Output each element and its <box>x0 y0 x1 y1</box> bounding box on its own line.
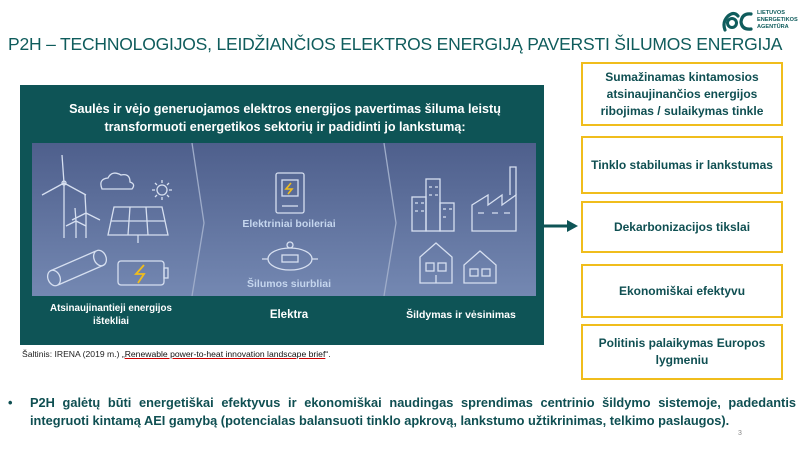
agency-logo <box>722 8 800 38</box>
bullet-text: P2H galėtų būti energetiškai efektyvus ir ekonomiškai naudingas sprendimas centrinio šildymo sistemoje, padedantis integruoti kintamą AEI gamybą (potencialas balansuoti tinklo apkrovą, lankstumo užtikrinimas, telkimo paslaugos). <box>30 395 796 428</box>
logo-line: AGENTŪRA <box>757 24 789 30</box>
electricity-label: Elektra <box>269 309 309 321</box>
renewables-label: Atsinaujinantieji energijos ištekliai <box>50 303 172 327</box>
electric-boilers-label: Elektriniai boileriai <box>242 218 336 230</box>
logo-line: ENERGETIKOS <box>757 17 798 23</box>
panel-heading <box>60 100 510 136</box>
panel-heading-line: transformuoti energetikos sektorių ir padidinti jo lankstumą: <box>104 120 466 134</box>
benefit-box-cost-efficiency: Ekonomiškai efektyvu <box>581 264 783 318</box>
benefit-box-curtailment: Sumažinamas kintamosios atsinaujinančios energijos ribojimas / sulaikymas tinkle <box>581 62 783 126</box>
right-arrow-icon <box>543 219 579 233</box>
benefit-box-decarbonization: Dekarbonizacijos tikslai <box>581 201 783 253</box>
slide-title: P2H – TECHNOLOGIJOS, LEIDŽIANČIOS ELEKTROS ENERGIJĄ PAVERSTI ŠILUMOS ENERGIJA <box>8 34 783 54</box>
source-suffix: “. <box>325 349 331 359</box>
bullet-item <box>8 394 796 429</box>
panel-heading-line: Saulės ir vėjo generuojamos elektros energijos pavertimas šiluma leistų <box>69 102 501 116</box>
benefit-box-political-support: Politinis palaikymas Europos lygmeniu <box>581 324 783 380</box>
source-link[interactable]: Renewable power-to-heat innovation landscape brief <box>124 349 326 359</box>
logo-line: LIETUVOS <box>757 10 785 16</box>
agency-logo-mark <box>722 10 754 32</box>
page-number: 3 <box>738 430 742 437</box>
bullet-marker: • <box>8 395 13 410</box>
source-note <box>22 349 331 359</box>
source-prefix: Šaltinis: IRENA (2019 m.) „ <box>22 349 125 359</box>
benefit-box-grid-stability: Tinklo stabilumas ir lankstumas <box>581 136 783 194</box>
agency-logo-text <box>757 10 798 31</box>
heat-pumps-label: Šilumos siurbliai <box>246 278 332 290</box>
heating-cooling-label: Šildymas ir vėsinimas <box>406 309 516 321</box>
